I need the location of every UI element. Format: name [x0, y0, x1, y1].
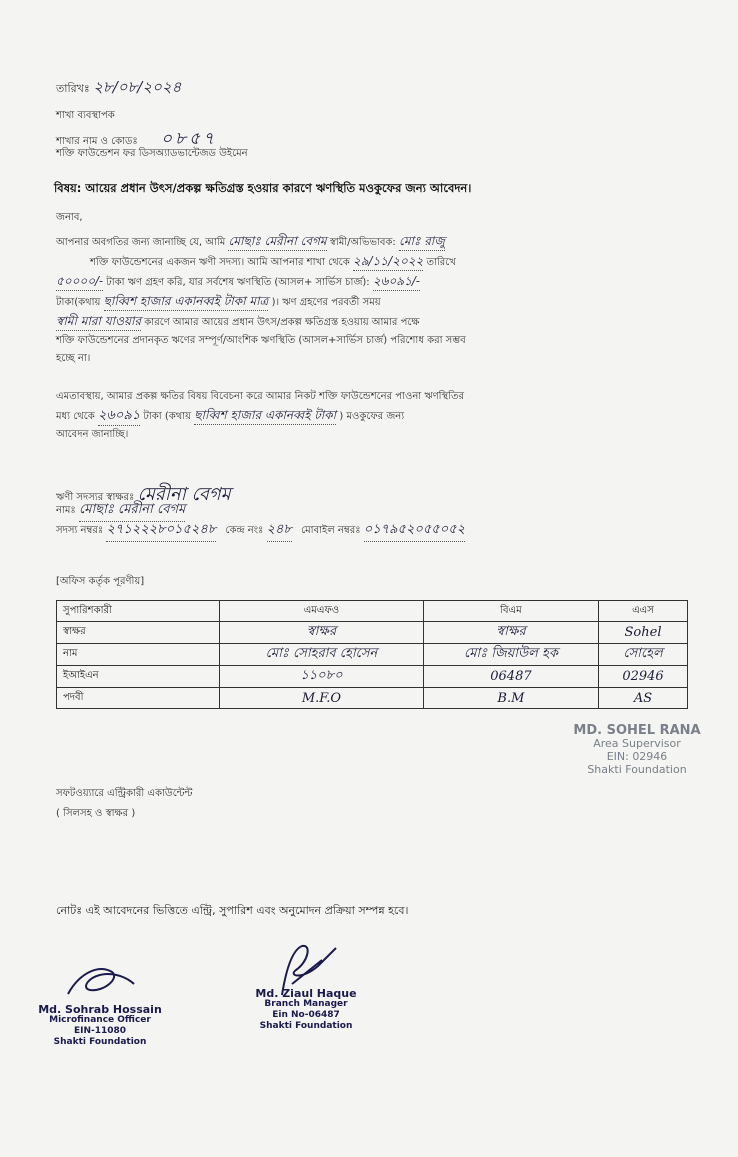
software-accountant-label: সফটওয়্যারে এন্ট্রিকারী একাউন্টেন্ট [56, 788, 193, 799]
center-label: কেন্দ্র নংঃ [225, 525, 264, 536]
table-cell: 02946 [599, 666, 688, 688]
table-cell: মোঃ জিয়াউল হক [423, 644, 598, 666]
recipient-title: শাখা ব্যবস্থাপক [56, 110, 115, 121]
row-label: নাম [57, 644, 220, 666]
branch-code: ০৮৫৭ [160, 129, 218, 149]
bm-stamp-org: Shakti Foundation [259, 1021, 353, 1031]
software-accountant-seal: ( সিলসহ ও স্বাক্ষর ) [56, 808, 136, 819]
reason-filled: স্বামী মারা যাওয়ার [56, 312, 141, 331]
waive-words-filled: ছাব্বিশ হাজার একানব্বই টাকা [194, 406, 336, 425]
stamp-org: Shakti Foundation [587, 763, 687, 776]
paragraph-one [56, 232, 676, 368]
stamp-ein: EIN: 02946 [606, 750, 668, 763]
date-value: ২৮/০৮/২০২৪ [93, 78, 182, 96]
table-cell: ১১০৮০ [220, 666, 424, 688]
table-cell: মোঃ সোহরাব হোসেন [220, 644, 424, 666]
row-label: পদবী [57, 688, 220, 709]
p1-text: শক্তি ফাউন্ডেশনের প্রদানকৃত ঋণের সম্পূর্ণ/আংশিক ঋণস্থিতি (আসল+সার্ভিস চার্জ) পরিশোধ করা সম্ভব [56, 335, 466, 346]
member-id-row [56, 520, 465, 542]
table-row [57, 644, 688, 666]
mfo-stamp [30, 1004, 170, 1048]
p2-text: আবেদন জানাচ্ছি। [56, 429, 129, 440]
p1-text: )। ঋণ গ্রহণের পরবর্তী সময় [271, 297, 381, 308]
mobile-value: ০১৭৯৫২০৫৫০৫২ [364, 520, 465, 542]
mfo-stamp-title: Microfinance Officer [49, 1015, 151, 1025]
area-supervisor-stamp [552, 724, 722, 776]
table-row [57, 688, 688, 709]
table-cell: স্বাক্ষর [423, 622, 598, 644]
recommendation-table [56, 600, 688, 709]
table-header-cell: বিএম [423, 601, 598, 622]
mfo-stamp-ein: EIN-11080 [73, 1026, 127, 1036]
row-label: স্বাক্ষর [57, 622, 220, 644]
table-cell: সোহেল [599, 644, 688, 666]
stamp-name: MD. SOHEL RANA [573, 723, 701, 738]
table-cell: স্বাক্ষর [220, 622, 424, 644]
table-header-cell: এমএফও [220, 601, 424, 622]
balance-words-filled: ছাব্বিশ হাজার একানব্বই টাকা মাত্র [104, 292, 269, 311]
member-id-value: ২৭১২২২৮০১৫২৪৮ [106, 520, 216, 542]
p1-text: হচ্ছে না। [56, 353, 91, 364]
waive-amount-filled: ২৬০৯১ [98, 407, 140, 426]
p1-text: টাকা ঋণ গ্রহণ করি, যার সর্বশেষ ঋণস্থিতি (আসল+ সার্ভিস চার্জ): [106, 277, 370, 288]
mfo-stamp-name: Md. Sohrab Hossain [38, 1003, 162, 1016]
table-row [57, 666, 688, 688]
guardian-name-filled: মোঃ রাজু [399, 232, 445, 251]
p1-text: শক্তি ফাউন্ডেশনের একজন ঋণী সদস্য। আমি আপনার শাখা থেকে [90, 257, 350, 268]
p1-text: টাকা(কথায় [56, 297, 101, 308]
p2-text: ) মওকুফের জন্য [339, 411, 405, 422]
table-cell: AS [599, 688, 688, 709]
member-signature-label: ঋণী সদস্যর স্বাক্ষরঃ [56, 492, 135, 503]
p1-text: কারণে আমার আয়ের প্রধান উৎস/প্রকল্প ক্ষতিগ্রস্ত হওয়ায় আমার পক্ষে [144, 317, 420, 328]
bm-stamp [246, 988, 366, 1032]
p2-text: এমতাবস্থায়, আমার প্রকল্প ক্ষতির বিষয় বিবেচনা করে আমার নিকট শক্তি ফাউন্ডেশনের পাওনা ঋণস্থিতির [56, 391, 465, 402]
mfo-signature-icon [60, 962, 140, 1002]
subject-line: বিষয়: আয়ের প্রধান উৎস/প্রকল্প ক্ষতিগ্রস্ত হওয়ার কারণে ঋণস্থিতি মওকুফের জন্য আবেদন। [54, 181, 472, 195]
organization-line: শক্তি ফাউন্ডেশন ফর ডিসঅ্যাডভান্টেজড উইমেন [56, 148, 248, 159]
table-cell: B.M [423, 688, 598, 709]
p1-text: স্বামী/অভিভাবক: [329, 237, 396, 248]
mfo-stamp-org: Shakti Foundation [53, 1037, 147, 1047]
member-name-value: মোছাঃ মেরীনা বেগম [79, 500, 185, 522]
p1-text: আপনার অবগতির জন্য জানাচ্ছি যে, আমি [56, 237, 226, 248]
salutation: জনাব, [56, 212, 83, 223]
note-line: নোটঃ এই আবেদনের ভিত্তিতে এন্ট্রি, সুপারিশ এবং অনুমোদন প্রক্রিয়া সম্পন্ন হবে। [56, 904, 409, 917]
member-name-row [56, 500, 185, 522]
mobile-label: মোবাইল নম্বরঃ [301, 525, 361, 536]
row-label: ইআইএন [57, 666, 220, 688]
date-label: তারিখঃ [56, 82, 90, 95]
bm-stamp-title: Branch Manager [264, 999, 348, 1009]
bm-stamp-ein: Ein No-06487 [272, 1010, 340, 1020]
stamp-title: Area Supervisor [593, 737, 681, 750]
member-name-label: নামঃ [56, 505, 76, 516]
p1-text: তারিখে [426, 257, 456, 268]
loan-amount-filled: ৫০০০০/- [56, 272, 103, 291]
member-id-label: সদস্য নম্বরঃ [56, 525, 104, 536]
table-header-cell: এএস [599, 601, 688, 622]
paragraph-two [56, 388, 676, 444]
loan-date-filled: ২৯/১১/২০২২ [353, 252, 423, 271]
table-row [57, 622, 688, 644]
p2-text: টাকা (কথায় [143, 411, 191, 422]
office-use-heading: [অফিস কর্তৃক পূরণীয়] [56, 576, 145, 587]
balance-filled: ২৬০৯১/- [373, 272, 420, 291]
center-value: ২৪৮ [267, 520, 292, 542]
bm-stamp-name: Md. Ziaul Haque [255, 987, 357, 1000]
member-signature: মেরীনা বেগম [137, 484, 231, 505]
member-name-filled: মোছাঃ মেরীনা বেগম [228, 232, 326, 251]
table-header-cell: সুপারিশকারী [57, 601, 220, 622]
table-cell: 06487 [423, 666, 598, 688]
table-cell: Sohel [599, 622, 688, 644]
p2-text: মধ্য থেকে [56, 411, 95, 422]
branch-label: শাখার নাম ও কোডঃ [56, 136, 138, 147]
table-header-row [57, 601, 688, 622]
table-cell: M.F.O [220, 688, 424, 709]
date-row [56, 76, 181, 101]
